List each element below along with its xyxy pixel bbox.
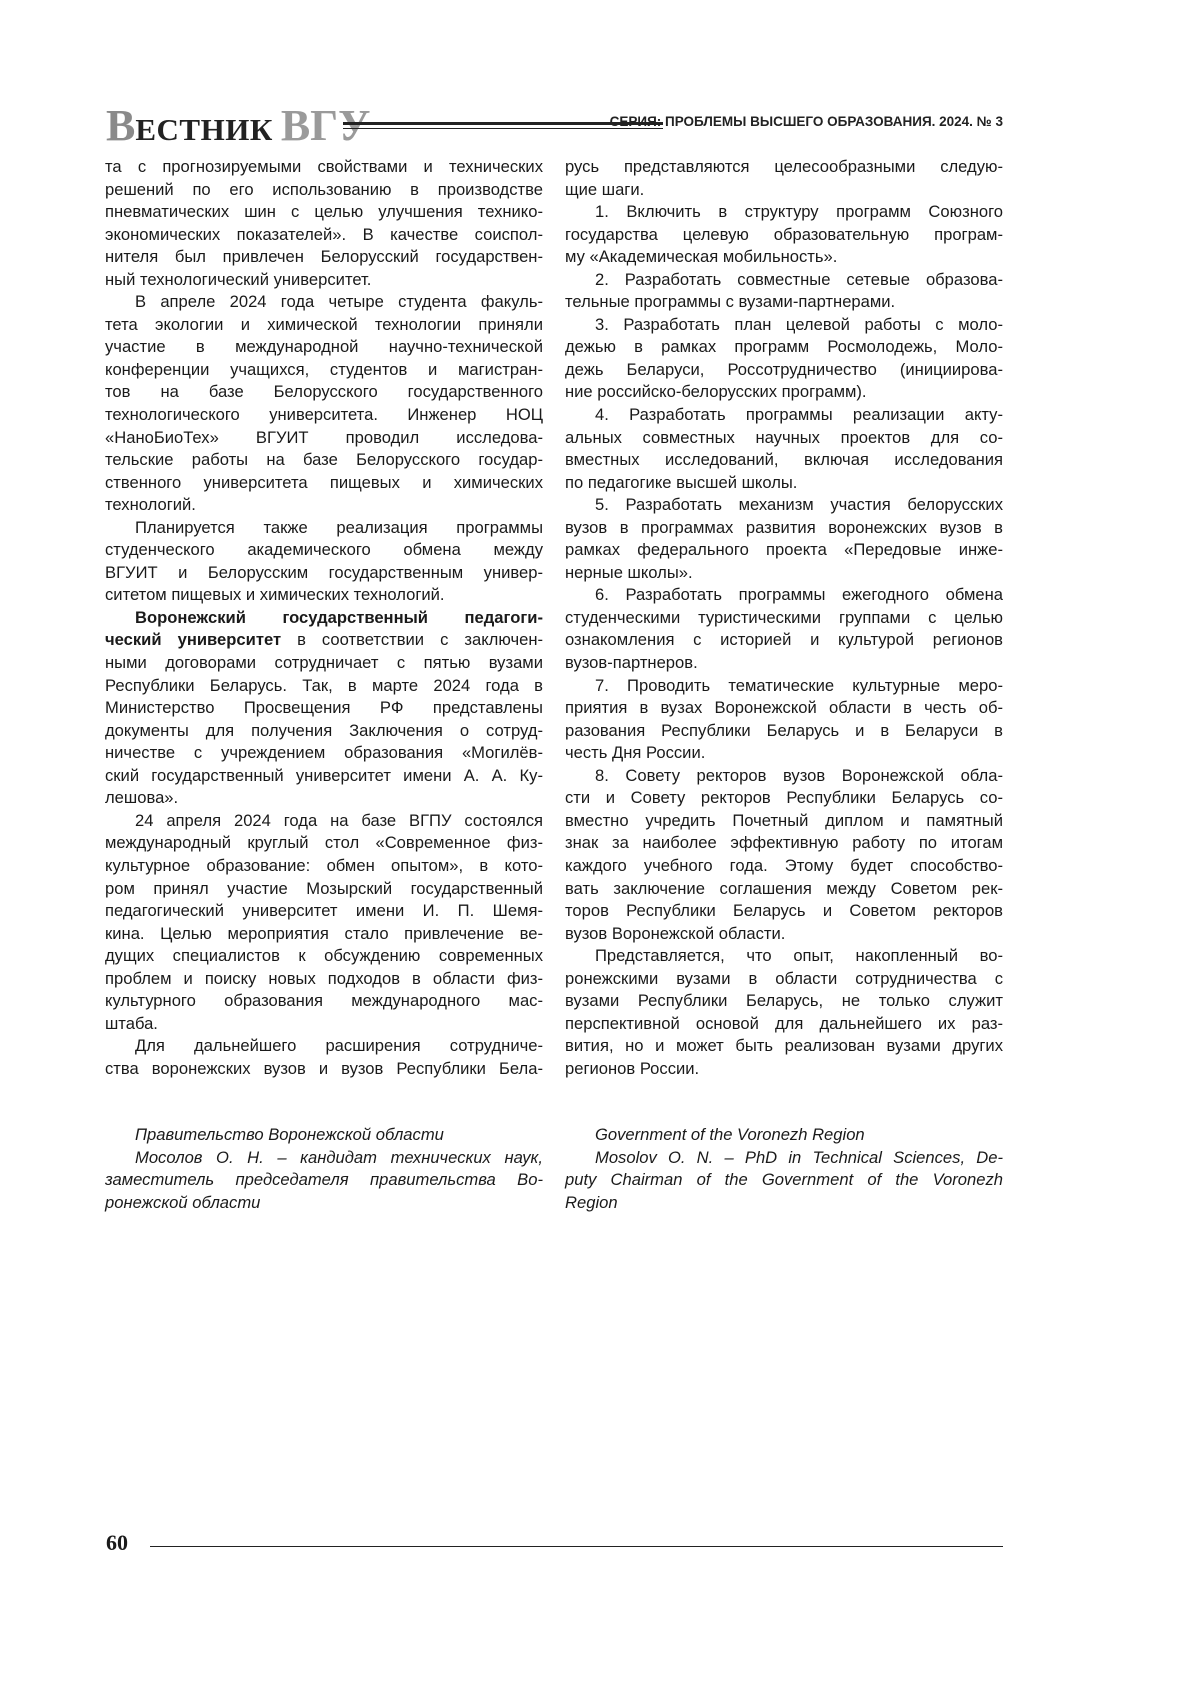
text-line: нерные школы». <box>565 562 1003 585</box>
text-line: экономических показателей». В качестве соиспол- <box>105 224 543 247</box>
text-line: Правительство Воронежской области <box>105 1124 543 1147</box>
text-line: 8. Совету ректоров вузов Воронежской обла- <box>565 765 1003 788</box>
series-title: СЕРИЯ: ПРОБЛЕМЫ ВЫСШЕГО ОБРАЗОВАНИЯ. 2024. № 3 <box>610 114 1003 129</box>
text-line: педагогический университет имени И. П. Шемя- <box>105 900 543 923</box>
paragraph <box>565 765 1003 945</box>
paragraph <box>565 156 1003 201</box>
text-line: вузами Республики Беларусь, не только служит <box>565 990 1003 1013</box>
text-line: ными договорами сотрудничает с пятью вузами <box>105 652 543 675</box>
text: в соответствии с заключен- <box>281 630 543 649</box>
text-line: Планируется также реализация программы <box>105 517 543 540</box>
text-line: Mosolov O. N. – PhD in Technical Sciences, De- <box>565 1147 1003 1170</box>
text-line: тета экологии и химической технологии приняли <box>105 314 543 337</box>
paragraph <box>105 517 543 607</box>
text-line: участие в международной научно-технической <box>105 336 543 359</box>
text-line: конференции учащихся, студентов и магистран- <box>105 359 543 382</box>
text-line: ситетом пищевых и химических технологий. <box>105 584 543 607</box>
paragraph <box>105 156 543 291</box>
text-line: ВГУИТ и Белорусским государственным универ- <box>105 562 543 585</box>
paragraph <box>565 404 1003 494</box>
text-line: дежью в рамках программ Росмолодежь, Моло- <box>565 336 1003 359</box>
text-line: та с прогнозируемыми свойствами и технических <box>105 156 543 179</box>
text-line: студенческого академического обмена между <box>105 539 543 562</box>
text-line: тельные программы с вузами-партнерами. <box>565 291 1003 314</box>
text-line: ский государственный университет имени А. А. Ку- <box>105 765 543 788</box>
text-line: честь Дня России. <box>565 742 1003 765</box>
right-column <box>565 156 1003 1080</box>
text-line: 6. Разработать программы ежегодного обмена <box>565 584 1003 607</box>
author-affiliation-ru <box>105 1124 543 1214</box>
text-line: технологического университета. Инженер НОЦ <box>105 404 543 427</box>
text-line: по педагогике высшей школы. <box>565 472 1003 495</box>
text-line: ронежскими вузами в области сотрудничества с <box>565 968 1003 991</box>
text-line: государства целевую образовательную програм- <box>565 224 1003 247</box>
text-line: ничестве с учреждением образования «Могилёв- <box>105 742 543 765</box>
paragraph <box>105 1035 543 1080</box>
text-line: Представляется, что опыт, накопленный во- <box>565 945 1003 968</box>
text-line: ственного университета пищевых и химических <box>105 472 543 495</box>
text-line: 4. Разработать программы реализации акту- <box>565 404 1003 427</box>
paragraph <box>565 945 1003 1080</box>
text-line: рамках федерального проекта «Передовые инже- <box>565 539 1003 562</box>
paragraph <box>565 269 1003 314</box>
text-line: дущих специалистов к обсуждению современных <box>105 945 543 968</box>
text-line: знак за наиболее эффективную работу по итогам <box>565 832 1003 855</box>
text-line: 7. Проводить тематические культурные меро- <box>565 675 1003 698</box>
text-line: Республики Беларусь. Так, в марте 2024 года в <box>105 675 543 698</box>
text-line: международный круглый стол «Современное физ- <box>105 832 543 855</box>
text-line: решений по его использованию в производстве <box>105 179 543 202</box>
text-line: проблем и поиску новых подходов в области физ- <box>105 968 543 991</box>
paragraph <box>565 314 1003 404</box>
text-line: регионов России. <box>565 1058 1003 1081</box>
logo-vgu: ВГУ <box>281 101 371 150</box>
paragraph <box>105 1147 543 1215</box>
text-line: ства воронежских вузов и вузов Республики Бела- <box>105 1058 543 1081</box>
text-line: вития, но и может быть реализован вузами других <box>565 1035 1003 1058</box>
text-line: вузов в программах развития воронежских вузов в <box>565 517 1003 540</box>
text-line: нителя был привлечен Белорусский государствен- <box>105 246 543 269</box>
text-line: Мосолов О. Н. – кандидат технических наук, <box>105 1147 543 1170</box>
text-line: ный технологический университет. <box>105 269 543 292</box>
text-line: технологий. <box>105 494 543 517</box>
text-line: студенческими туристическими группами с целью <box>565 607 1003 630</box>
text-line: сти и Совету ректоров Республики Беларусь со- <box>565 787 1003 810</box>
paragraph <box>565 1124 1003 1147</box>
paragraph <box>105 607 543 810</box>
paragraph <box>565 494 1003 584</box>
text-line: ром принял участие Мозырский государственный <box>105 878 543 901</box>
paragraph <box>565 201 1003 269</box>
text-line: лешова». <box>105 787 543 810</box>
text-line: ронежской области <box>105 1192 543 1215</box>
paragraph <box>565 584 1003 674</box>
paragraph <box>565 675 1003 765</box>
text-line: Government of the Voronezh Region <box>565 1124 1003 1147</box>
text-line: разования Республики Беларусь и в Беларуси в <box>565 720 1003 743</box>
text-line: приятия в вузах Воронежской области в честь об- <box>565 697 1003 720</box>
text-line: вузов-партнеров. <box>565 652 1003 675</box>
text-line: штаба. <box>105 1013 543 1036</box>
logo-word: ЕСТНИК <box>135 112 272 147</box>
text-line: документы для получения Заключения о сотруд- <box>105 720 543 743</box>
text-line: вместных исследований, включая исследования <box>565 449 1003 472</box>
text-line: тов на базе Белорусского государственного <box>105 381 543 404</box>
page-number: 60 <box>106 1530 128 1556</box>
text-line: пневматических шин с целью улучшения технико- <box>105 201 543 224</box>
left-column <box>105 156 543 1080</box>
text-line: 2. Разработать совместные сетевые образова- <box>565 269 1003 292</box>
logo-initial: В <box>106 101 135 150</box>
text-line <box>105 607 543 630</box>
text-line: Region <box>565 1192 1003 1215</box>
text-line: кина. Целью мероприятия стало привлечение ве- <box>105 923 543 946</box>
text-line: 5. Разработать механизм участия белорусских <box>565 494 1003 517</box>
text-line: щие шаги. <box>565 179 1003 202</box>
running-header <box>106 100 1003 140</box>
text-line: му «Академическая мобильность». <box>565 246 1003 269</box>
text-line: «НаноБиоТех» ВГУИТ проводил исследова- <box>105 427 543 450</box>
text-line: перспективной основой для дальнейшего их раз- <box>565 1013 1003 1036</box>
text-line <box>105 629 543 652</box>
text-line: вместно учредить Почетный диплом и памятный <box>565 810 1003 833</box>
author-affiliation-en <box>565 1124 1003 1214</box>
text-line: вузов Воронежской области. <box>565 923 1003 946</box>
text-line: 1. Включить в структуру программ Союзного <box>565 201 1003 224</box>
text-line: культурное образование: обмен опытом», в кото- <box>105 855 543 878</box>
text-line: русь представляются целесообразными следую- <box>565 156 1003 179</box>
paragraph <box>565 1147 1003 1215</box>
paragraph <box>105 810 543 1035</box>
text-line: 24 апреля 2024 года на базе ВГПУ состоялся <box>105 810 543 833</box>
paragraph <box>105 1124 543 1147</box>
journal-logo <box>106 100 370 151</box>
text-line: ние российско-белорусских программ). <box>565 381 1003 404</box>
text-line: ознакомления с историей и культурой регионов <box>565 629 1003 652</box>
text-line: культурного образования международного мас- <box>105 990 543 1013</box>
text-line: торов Республики Беларусь и Советом ректоров <box>565 900 1003 923</box>
text-line: Министерство Просвещения РФ представлены <box>105 697 543 720</box>
text-line: В апреле 2024 года четыре студента факуль- <box>105 291 543 314</box>
text-line: тельские работы на базе Белорусского государ- <box>105 449 543 472</box>
bold-text: Воронежский государственный педагоги- <box>135 608 543 627</box>
text-line: альных совместных научных проектов для со- <box>565 427 1003 450</box>
paragraph <box>105 291 543 516</box>
text-line: дежь Беларуси, Россотрудничество (инициирова- <box>565 359 1003 382</box>
bold-text: ческий университет <box>105 630 281 649</box>
text-line: вать заключение соглашения между Советом рек- <box>565 878 1003 901</box>
text-line: Для дальнейшего расширения сотрудниче- <box>105 1035 543 1058</box>
text-line: puty Chairman of the Government of the Voronezh <box>565 1169 1003 1192</box>
text-line: заместитель председателя правительства Во- <box>105 1169 543 1192</box>
footer-rule <box>150 1546 1003 1547</box>
text-line: 3. Разработать план целевой работы с моло- <box>565 314 1003 337</box>
text-line: каждого учебного года. Этому будет способство- <box>565 855 1003 878</box>
